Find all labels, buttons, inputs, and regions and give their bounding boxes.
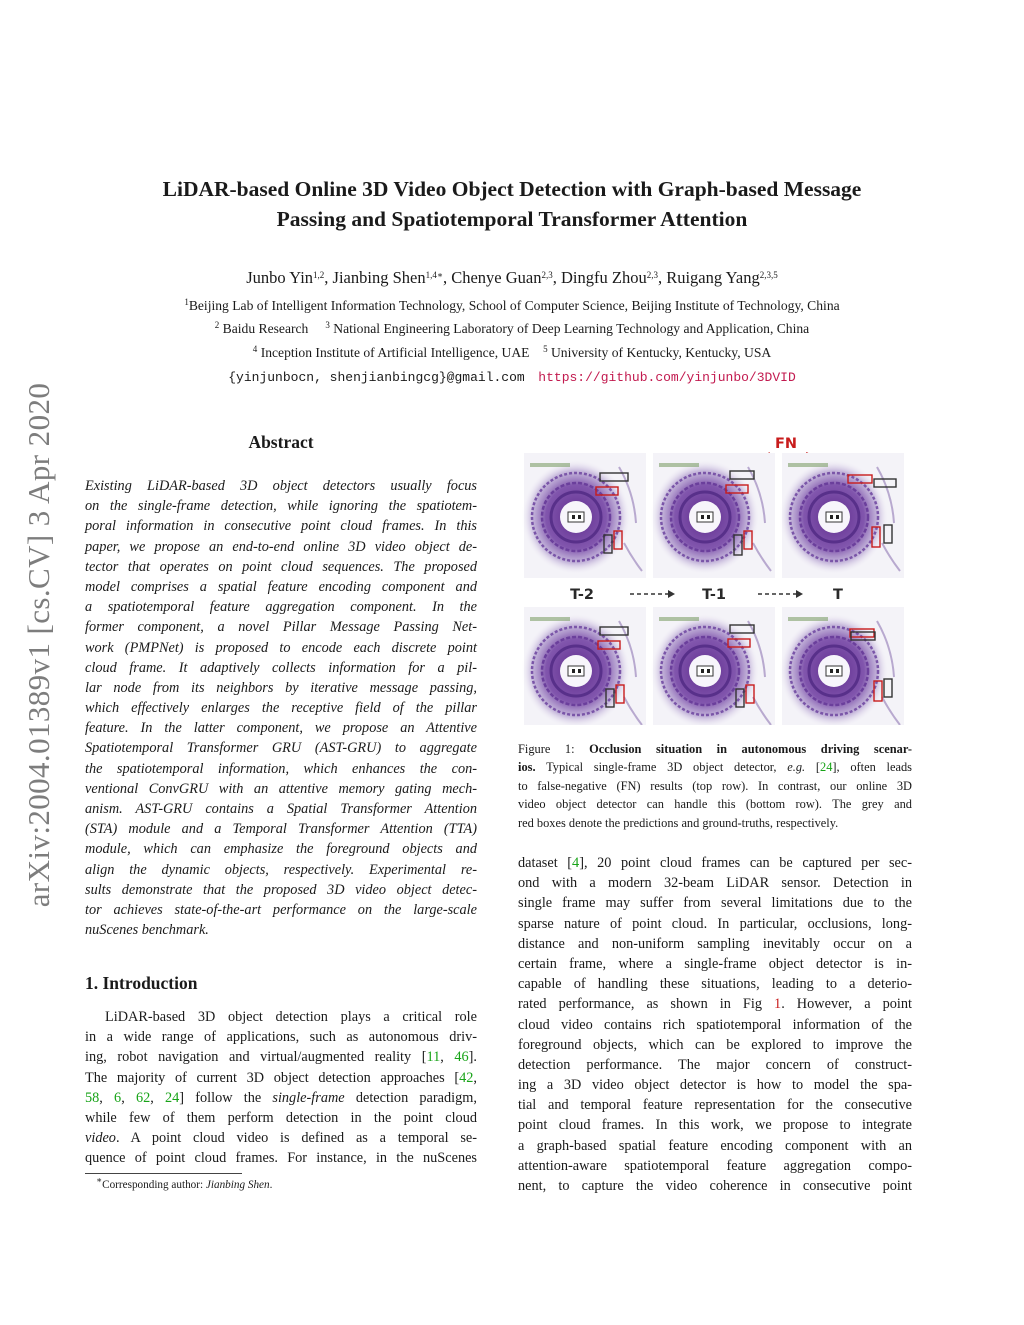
title-line-2: Passing and Spatiotemporal Transformer Attention [276, 207, 748, 231]
body-line: nent, to capture the video coherence in consecutive point [518, 1178, 912, 1194]
abstract-line: on the single-frame detection, while ignoring the spatiotem- [85, 498, 477, 515]
figure-1-graphic [518, 435, 912, 725]
author-name: Ruigang Yang [666, 268, 760, 287]
body-line: detection performance. The major concern of construct- [518, 1056, 912, 1073]
scan-top-t-minus-1 [650, 453, 775, 578]
code-repo-link[interactable]: https://github.com/yinjunbo/3DVID [538, 370, 796, 385]
body-line: tial and temporal feature representation for the consecutive [518, 1097, 912, 1114]
citation-link[interactable]: 58 [85, 1089, 100, 1106]
bottom-row-scans [521, 607, 904, 725]
footnote-rule [85, 1173, 242, 1174]
body-line: point cloud frames. In this work, we propose to integrate [518, 1117, 912, 1134]
frame-arrowhead [796, 590, 803, 598]
citation-link[interactable]: 62 [135, 1089, 151, 1106]
caption-line: to false-negative (FN) results (top row). In contrast, our online 3D [518, 778, 912, 793]
citation-link[interactable]: 24 [820, 760, 833, 775]
body-line: dataset [4], 20 point cloud frames can be captured per sec- [518, 855, 913, 871]
affiliation-line-1: $^1$Beijing Lab of Intelligent Information Technology, School of Computer Science, Beijing Institute of Technology, China [184, 297, 840, 313]
arxiv-sidebar-stamp [14, 330, 64, 960]
arxiv-id: arXiv:2004.01389v1 [cs.CV] 3 Apr 2020 [21, 382, 56, 908]
author-name: Dingfu Zhou [561, 268, 647, 287]
abstract-line: ventional ConvGRU with an attentive memory gating mech- [85, 780, 477, 797]
abstract-line: anism. AST-GRU contains a Spatial Transformer Attention [85, 801, 477, 817]
citation-link[interactable]: 4 [572, 855, 580, 871]
abstract-line: which effectively enlarges the receptive field of the pillar [85, 700, 477, 717]
abstract-line: work (PMPNet) is proposed to encode each discrete point [85, 639, 477, 656]
abstract-line: lar node from its neighbors by iterative message passing, [85, 679, 477, 696]
abstract-line: former component, a novel Pillar Message Passing Net- [85, 619, 477, 636]
abstract-line: tor achieves state-of-the-art performance on the large-scale [85, 901, 477, 918]
scan-top-t [779, 453, 904, 578]
top-row-scans [521, 453, 904, 578]
frame-label-t: T [833, 587, 843, 603]
intro-line: in a wide range of applications, such as autonomous driv- [85, 1029, 477, 1046]
body-line: foreground objects, which can be explored to improve the [518, 1036, 912, 1053]
author-name: Junbo Yin [246, 268, 314, 287]
citation-link[interactable]: 42 [459, 1069, 474, 1086]
abstract-line: tector that operates on point cloud sequences. The proposed [85, 558, 477, 575]
intro-line: quence of point cloud frames. For instance, in the nuScenes [85, 1150, 477, 1167]
contact-line [0, 369, 1024, 385]
figure-ref-link[interactable]: 1 [774, 996, 782, 1013]
frame-label-t-minus-1: T-1 [702, 587, 726, 603]
introduction-body [85, 1007, 477, 1169]
body-line: cloud video contains rich spatiotemporal information of the [518, 1016, 912, 1033]
body-line: attention-aware spatiotemporal feature aggregation compo- [518, 1157, 912, 1174]
caption-line: Figure 1: Occlusion situation in autonomous driving scenar- [518, 742, 912, 756]
author-affil-sup: 1,4∗ [425, 270, 443, 280]
scan-bottom-t-minus-1 [650, 607, 775, 725]
abstract-line: align the dynamic objects, respectively. Experimental re- [85, 861, 477, 878]
figure-1 [518, 435, 912, 725]
paper-title [0, 174, 1024, 234]
frame-arrowhead [668, 590, 675, 598]
scan-bottom-t [779, 607, 904, 725]
abstract-line: a spatiotemporal feature aggregation component. In the [85, 599, 477, 616]
intro-line: ing, robot navigation and virtual/augmented reality [11, 46]. [85, 1049, 477, 1066]
author-affil-sup: 2,3,5 [759, 270, 778, 280]
citation-link[interactable]: 6 [114, 1089, 122, 1106]
right-column-body [518, 853, 912, 1196]
affiliation-line-2: $^2$ Baidu Research $^3$ National Engineering Laboratory of Deep Learning Technology and Application, China [214, 320, 810, 336]
abstract-line: feature. In the latter component, we propose an Attentive [85, 720, 477, 737]
author-affil-sup: 1,2 [313, 270, 325, 280]
affiliation-line-3: $^4$ Inception Institute of Artificial Intelligence, UAE $^5$ University of Kentucky, Kentucky, USA [252, 344, 772, 360]
citation-link[interactable]: 46 [454, 1049, 469, 1066]
abstract-line: cloud frame. It adaptively collects information for a pil- [85, 659, 477, 676]
body-line: certain frame, where a single-frame object detector is in- [518, 955, 912, 972]
citation-link[interactable]: 11 [426, 1049, 441, 1066]
abstract-line: module, which can emphasize the foreground objects and [85, 841, 477, 858]
author-name: Chenye Guan [451, 268, 542, 287]
author-affil-sup: 2,3 [646, 270, 658, 280]
author-affil-sup: 2,3 [541, 270, 553, 280]
title-line-1: LiDAR-based Online 3D Video Object Detection with Graph-based Message [162, 177, 862, 201]
fn-label: FN [774, 436, 798, 452]
abstract-line: model comprises a spatial feature encoding component and [85, 578, 477, 595]
scan-top-t-minus-2 [521, 453, 646, 578]
scan-bottom-t-minus-2 [521, 607, 646, 725]
intro-line: video. A point cloud video is defined as a temporal se- [85, 1130, 477, 1147]
intro-line: The majority of current 3D object detection approaches [42, [85, 1069, 477, 1086]
frame-label-t-minus-2: T-2 [570, 587, 594, 603]
abstract-line: Spatiotemporal Transformer GRU (AST-GRU) to aggregate [85, 740, 477, 757]
body-line: sparse nature of point cloud. In particular, occlusions, long- [518, 915, 912, 932]
abstract-line: paper, we propose an end-to-end online 3D video object de- [85, 538, 477, 555]
abstract-line: Existing LiDAR-based 3D object detectors usually focus [85, 478, 477, 494]
intro-line: LiDAR-based 3D object detection plays a critical role [105, 1009, 477, 1025]
citation-link[interactable]: 24 [165, 1089, 180, 1106]
body-line: distance and non-uniform sampling inevitably occur on a [518, 935, 912, 952]
body-line: capable of handling these situations, leading to a deterio- [518, 976, 912, 993]
abstract-line: the spatiotemporal information, which enhances the con- [85, 760, 477, 777]
author-list: Junbo Yin$^{1,2}$, Jianbing Shen$^{1,4∗}$, Chenye Guan$^{2,3}$, Dingfu Zhou$^{2,3}$, Ruigang Yang$^{2,3,5}$ [246, 268, 778, 287]
intro-line: 58, 6, 62, 24] follow the single-frame detection paradigm, [85, 1089, 477, 1106]
intro-line: while few of them perform detection in the point cloud [85, 1109, 477, 1126]
abstract-line: nuScenes benchmark. [85, 922, 209, 939]
section-heading-introduction: 1. Introduction [85, 973, 198, 993]
body-line: single frame may suffer from several limitations due to the [518, 895, 912, 912]
abstract-line: sults demonstrate that the proposed 3D video object detec- [85, 881, 477, 898]
body-line: ond with a modern 32-beam LiDAR sensor. Detection in [518, 875, 912, 892]
figure-1-caption [518, 740, 912, 832]
caption-line: red boxes denote the predictions and ground-truths, respectively. [518, 815, 839, 830]
author-name: Jianbing Shen [332, 268, 426, 287]
body-line: ing a 3D video object detector is how to model the spa- [518, 1077, 912, 1094]
abstract-line: (STA) module and a Temporal Transformer Attention (TTA) [85, 821, 477, 838]
abstract-heading: Abstract [248, 432, 314, 452]
caption-line: ios. Typical single-frame 3D object detector, e.g. [24], often leads [518, 760, 912, 775]
abstract-line: poral information in consecutive point cloud frames. In this [85, 518, 477, 535]
body-line: rated performance, as shown in Fig 1. However, a point [518, 996, 913, 1013]
author-emails: {yinjunbocn, shenjianbingcg}@gmail.com [228, 370, 525, 385]
abstract-body [85, 476, 477, 940]
body-line: a graph-based spatial feature encoding component with an [518, 1137, 912, 1154]
caption-line: video object detector can handle this (bottom row). The grey and [518, 797, 912, 812]
footnote: ∗Corresponding author: Jianbing Shen. [96, 1175, 273, 1191]
